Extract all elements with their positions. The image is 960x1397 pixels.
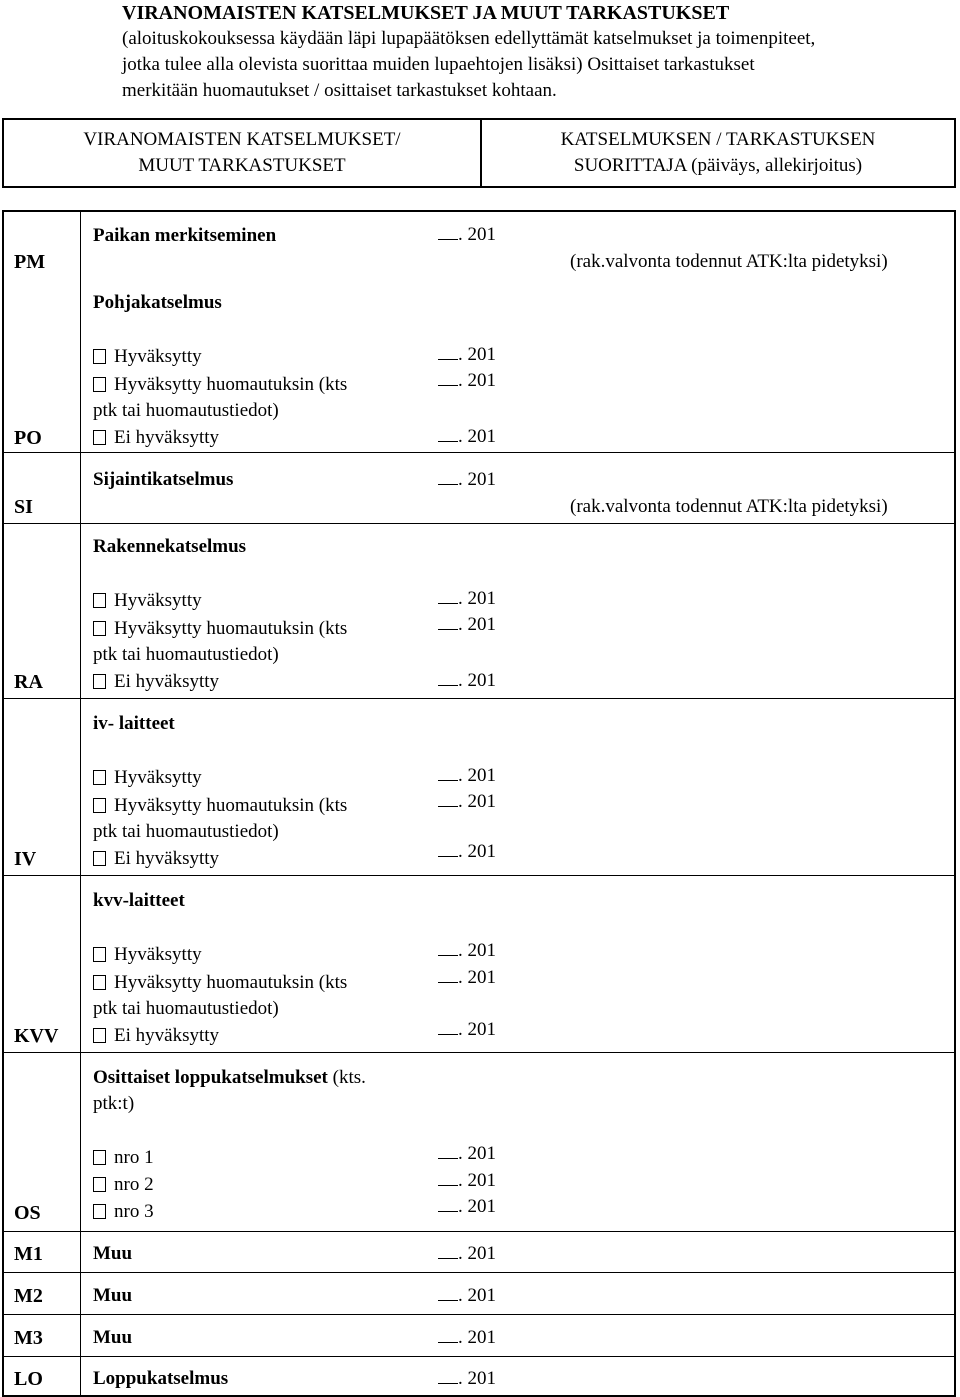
date-field-ra-approved[interactable]: . 201 xyxy=(438,586,496,612)
row-label-po: Pohjakatselmus xyxy=(93,292,222,313)
row-label-m3: Muu xyxy=(93,1327,133,1348)
date-field-iv-remarks[interactable]: . 201 xyxy=(438,789,496,815)
row-divider xyxy=(4,1314,954,1315)
intro-line: jotka tulee alla olevista suorittaa muiden lupaehtojen lisäksi) Osittaiset tarkastukset xyxy=(122,54,755,75)
option-approved-remarks-po[interactable]: Hyväksytty huomautuksin (kts xyxy=(93,372,347,398)
row-code-kvv: KVV xyxy=(14,1025,59,1047)
header-right-cell xyxy=(482,120,954,186)
option-not-approved-po[interactable]: Ei hyväksytty xyxy=(93,425,219,451)
date-field-kvv-not-approved[interactable]: . 201 xyxy=(438,1017,496,1043)
option-remarks-cont-kvv: ptk tai huomautustiedot) xyxy=(93,998,279,1019)
checkbox[interactable] xyxy=(93,1204,106,1219)
checkbox[interactable] xyxy=(93,674,106,689)
row-code-m2: M2 xyxy=(14,1285,43,1307)
row-label-iv: iv- laitteet xyxy=(93,713,175,734)
option-approved-remarks-iv[interactable]: Hyväksytty huomautuksin (kts xyxy=(93,793,347,819)
intro-block xyxy=(122,0,942,104)
checkbox[interactable] xyxy=(93,349,106,364)
checkbox[interactable] xyxy=(93,1028,106,1043)
checkbox[interactable] xyxy=(93,621,106,636)
checkbox[interactable] xyxy=(93,947,106,962)
option-os-nro1[interactable]: nro 1 xyxy=(93,1145,154,1171)
row-divider xyxy=(4,1356,954,1357)
date-field-si[interactable]: . 201 xyxy=(438,467,496,493)
checkbox[interactable] xyxy=(93,975,106,990)
date-field-kvv-remarks[interactable]: . 201 xyxy=(438,965,496,991)
date-field-po-not-approved[interactable]: . 201 xyxy=(438,424,496,450)
header-right-line1: KATSELMUKSEN / TARKASTUKSEN xyxy=(560,129,876,150)
header-left-line2: MUUT TARKASTUKSET xyxy=(138,155,346,176)
row-code-si: SI xyxy=(14,496,33,518)
header-right-rest: (päiväys, allekirjoitus) xyxy=(691,155,863,176)
date-field-po-approved[interactable]: . 201 xyxy=(438,342,496,368)
row-divider xyxy=(4,1052,954,1053)
option-not-approved-iv[interactable]: Ei hyväksytty xyxy=(93,846,219,872)
checkbox[interactable] xyxy=(93,798,106,813)
checkbox[interactable] xyxy=(93,430,106,445)
row-code-iv: IV xyxy=(14,848,37,870)
option-approved-iv[interactable]: Hyväksytty xyxy=(93,765,202,791)
row-label-os-line2: ptk:t) xyxy=(93,1093,135,1114)
row-divider xyxy=(4,523,954,524)
row-label-m2: Muu xyxy=(93,1285,133,1306)
option-approved-remarks-kvv[interactable]: Hyväksytty huomautuksin (kts xyxy=(93,970,347,996)
option-os-nro2[interactable]: nro 2 xyxy=(93,1172,154,1198)
row-label-pm: Paikan merkitseminen xyxy=(93,225,277,246)
row-code-m1: M1 xyxy=(14,1243,43,1265)
date-field-lo[interactable]: . 201 xyxy=(438,1366,496,1392)
date-field-ra-remarks[interactable]: . 201 xyxy=(438,612,496,638)
date-field-po-remarks[interactable]: . 201 xyxy=(438,368,496,394)
date-field-m1[interactable]: . 201 xyxy=(438,1241,496,1267)
option-os-nro3[interactable]: nro 3 xyxy=(93,1199,154,1225)
date-field-kvv-approved[interactable]: . 201 xyxy=(438,938,496,964)
checkbox[interactable] xyxy=(93,1150,106,1165)
row-label-os: Osittaiset loppukatselmukset (kts. xyxy=(93,1067,366,1088)
row-divider xyxy=(4,1231,954,1232)
header-right-line2 xyxy=(574,153,862,179)
date-field-os-2[interactable]: . 201 xyxy=(438,1168,496,1194)
row-code-po: PO xyxy=(14,427,42,449)
date-field-ra-not-approved[interactable]: . 201 xyxy=(438,668,496,694)
row-label-ra: Rakennekatselmus xyxy=(93,536,247,557)
row-code-ra: RA xyxy=(14,671,43,693)
row-code-lo: LO xyxy=(14,1368,43,1390)
column-divider xyxy=(80,212,81,1395)
date-field-pm[interactable]: . 201 xyxy=(438,222,496,248)
checkbox[interactable] xyxy=(93,851,106,866)
row-code-pm: PM xyxy=(14,251,46,273)
inspection-table xyxy=(2,210,956,1397)
option-approved-remarks-ra[interactable]: Hyväksytty huomautuksin (kts xyxy=(93,616,347,642)
row-label-si: Sijaintikatselmus xyxy=(93,469,234,490)
row-code-m3: M3 xyxy=(14,1327,43,1349)
rak-note-pm: (rak.valvonta todennut ATK:lta pidetyksi) xyxy=(570,251,888,272)
option-approved-ra[interactable]: Hyväksytty xyxy=(93,588,202,614)
header-left-line1: VIRANOMAISTEN KATSELMUKSET/ xyxy=(83,129,401,150)
header-left-cell xyxy=(4,120,482,186)
option-approved-kvv[interactable]: Hyväksytty xyxy=(93,942,202,968)
date-field-iv-approved[interactable]: . 201 xyxy=(438,763,496,789)
header-table xyxy=(2,118,956,188)
option-not-approved-kvv[interactable]: Ei hyväksytty xyxy=(93,1023,219,1049)
checkbox[interactable] xyxy=(93,593,106,608)
checkbox[interactable] xyxy=(93,377,106,392)
intro-line: merkitään huomautukset / osittaiset tarkastukset kohtaan. xyxy=(122,80,557,101)
rak-note-si: (rak.valvonta todennut ATK:lta pidetyksi) xyxy=(570,496,888,517)
option-not-approved-ra[interactable]: Ei hyväksytty xyxy=(93,669,219,695)
option-remarks-cont-po: ptk tai huomautustiedot) xyxy=(93,400,279,421)
intro-line: (aloituskokouksessa käydään läpi lupapäätöksen edellyttämät katselmukset ja toimenpiteet, xyxy=(122,28,816,49)
row-code-os: OS xyxy=(14,1202,41,1224)
option-remarks-cont-ra: ptk tai huomautustiedot) xyxy=(93,644,279,665)
date-field-os-3[interactable]: . 201 xyxy=(438,1194,496,1220)
option-remarks-cont-iv: ptk tai huomautustiedot) xyxy=(93,821,279,842)
checkbox[interactable] xyxy=(93,770,106,785)
row-divider xyxy=(4,698,954,699)
row-label-kvv: kvv-laitteet xyxy=(93,890,185,911)
header-right-bold: SUORITTAJA xyxy=(573,155,687,176)
date-field-m2[interactable]: . 201 xyxy=(438,1283,496,1309)
row-label-m1: Muu xyxy=(93,1243,133,1264)
row-divider xyxy=(4,1272,954,1273)
date-field-iv-not-approved[interactable]: . 201 xyxy=(438,839,496,865)
date-field-m3[interactable]: . 201 xyxy=(438,1325,496,1351)
row-label-lo: Loppukatselmus xyxy=(93,1368,229,1389)
date-field-os-1[interactable]: . 201 xyxy=(438,1141,496,1167)
row-divider xyxy=(4,875,954,876)
row-divider xyxy=(4,452,954,453)
intro-title: VIRANOMAISTEN KATSELMUKSET JA MUUT TARKASTUKSET xyxy=(122,2,730,24)
option-approved-po[interactable]: Hyväksytty xyxy=(93,344,202,370)
checkbox[interactable] xyxy=(93,1177,106,1192)
